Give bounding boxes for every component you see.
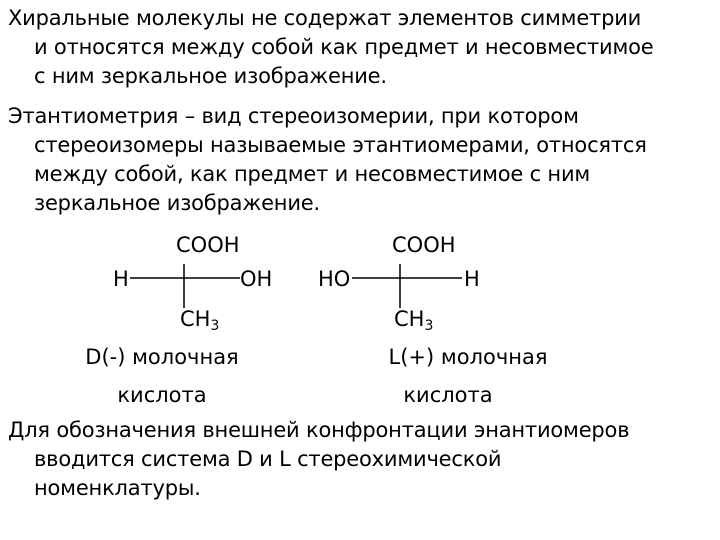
text-line: стереоизомеры называемые этантиомерами, относятся xyxy=(34,133,647,157)
group-bottom-ch3: $CH_3$ xyxy=(180,307,220,334)
text-line: номенклатуры. xyxy=(34,476,201,500)
group-left-ho: HO xyxy=(318,267,351,291)
text-line: Этантиометрия – вид стереоизомерии, при котором xyxy=(8,104,579,128)
group-right-h: H xyxy=(464,267,480,291)
caption-l-lactic-acid xyxy=(338,338,558,414)
text-line: Для обозначения внешней конфронтации энантиомеров xyxy=(8,418,630,442)
caption-line: кислота xyxy=(403,383,493,407)
group-right-oh: OH xyxy=(240,267,273,291)
text-line: зеркальное изображение. xyxy=(34,191,320,215)
text-line: Хиральные молекулы не содержат элементов симметрии xyxy=(8,6,642,30)
group-left-h: H xyxy=(113,267,129,291)
caption-line: L(+) молочная xyxy=(388,345,548,369)
paragraph-enantiometry xyxy=(8,102,712,218)
fischer-projection-l xyxy=(314,228,504,338)
text-line: между собой, как предмет и несовместимое с ним xyxy=(34,162,591,186)
fischer-projection-d xyxy=(108,228,278,338)
paragraph-dl-system xyxy=(8,416,712,503)
caption-line: кислота xyxy=(117,383,207,407)
group-top-cooh: COOH xyxy=(176,233,240,257)
group-top-cooh: COOH xyxy=(392,233,456,257)
paragraph-chiral-molecules xyxy=(8,4,712,91)
text-line: с ним зеркальное изображение. xyxy=(34,64,387,88)
text-line: и относятся между собой как предмет и несовместимое xyxy=(34,35,654,59)
caption-d-lactic-acid xyxy=(62,338,262,414)
group-bottom-ch3: $CH_3$ xyxy=(394,307,434,334)
caption-line: D(-) молочная xyxy=(85,345,239,369)
text-line: вводится система D и L стереохимической xyxy=(34,447,502,471)
